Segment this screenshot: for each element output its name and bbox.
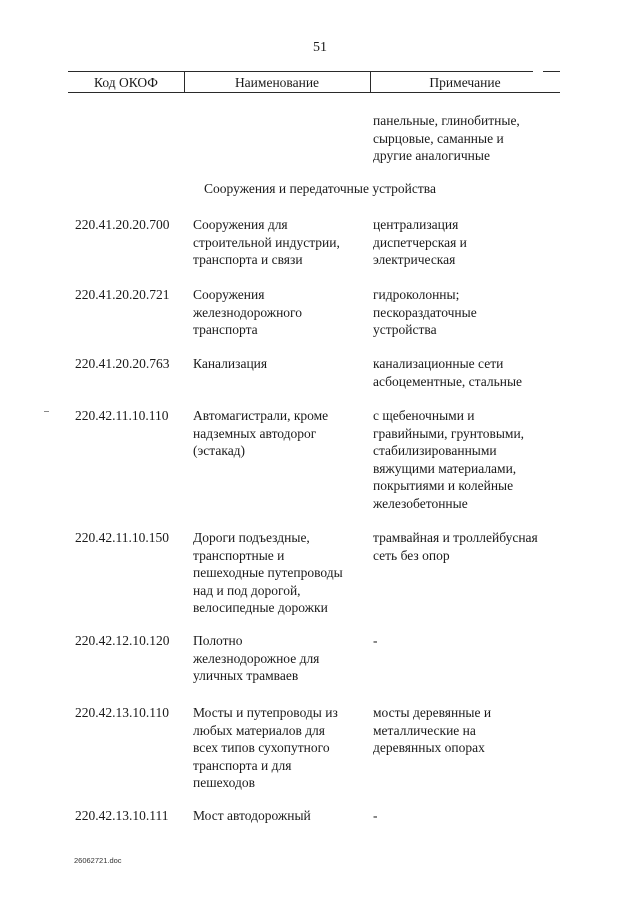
row-name: Дороги подъездные, транспортные и пешеходные путепроводы над и под дорогой, велосипедные дорожки	[193, 530, 343, 616]
row-code: 220.41.20.20.763	[75, 356, 170, 371]
row-note: -	[373, 633, 378, 648]
row-note: трамвайная и троллейбусная сеть без опор	[373, 530, 538, 563]
row-note: с щебеночными и гравийными, грунтовыми, стабилизированными вяжущими материалами, покрытиями и колейные железобетонные	[373, 408, 525, 511]
row-note: -	[373, 808, 378, 823]
row-code: 220.42.13.10.111	[75, 808, 169, 823]
row-code: 220.42.13.10.110	[75, 705, 169, 720]
row-code: 220.42.11.10.150	[75, 530, 169, 545]
margin-mark	[44, 411, 49, 412]
table-header-bottom-border	[68, 92, 560, 93]
row-note: мосты деревянные и металлические на деревянных опорах	[373, 705, 492, 756]
row-name: Мосты и путепроводы из любых материалов для всех типов сухопутного транспорта и для пешеходов	[193, 705, 338, 791]
row-note: централизация диспетчерская и электрическая	[373, 217, 467, 268]
section-title: Сооружения и передаточные устройства	[204, 181, 436, 196]
column-header-name: Наименование	[234, 75, 320, 90]
table-header-top-border	[68, 71, 560, 72]
row-note: канализационные сети асбоцементные, стальные	[373, 356, 523, 389]
continuation-note: панельные, глинобитные, сырцовые, саманные и другие аналогичные	[373, 113, 520, 164]
row-code: 220.42.12.10.120	[75, 633, 170, 648]
row-name: Сооружения железнодорожного транспорта	[193, 287, 302, 338]
row-name: Полотно железнодорожное для уличных трамваев	[193, 633, 320, 684]
row-code: 220.41.20.20.700	[75, 217, 170, 232]
row-code: 220.42.11.10.110	[75, 408, 169, 423]
row-name: Автомагистрали, кроме надземных автодорог (эстакад)	[193, 408, 329, 459]
row-name: Мост автодорожный	[193, 808, 311, 823]
row-note: гидроколонны; пескораздаточные устройства	[373, 287, 477, 338]
row-name: Сооружения для строительной индустрии, транспорта и связи	[193, 217, 340, 268]
footer-file-name: 26062721.doc	[74, 856, 122, 865]
column-header-note: Примечание	[429, 75, 501, 90]
page-number: 51	[313, 40, 327, 55]
row-name: Канализация	[193, 356, 268, 371]
row-code: 220.41.20.20.721	[75, 287, 170, 302]
column-header-code: Код ОКОФ	[94, 75, 158, 90]
